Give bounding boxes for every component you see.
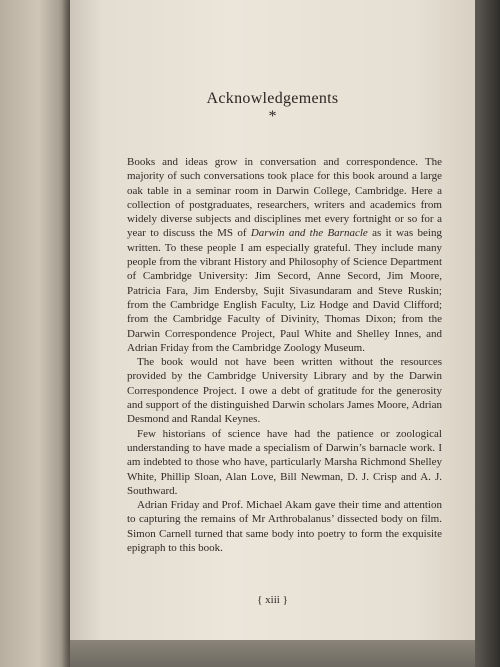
- book-title-italic: Darwin and the Barnacle: [250, 227, 368, 240]
- page-title: Acknowledgements: [206, 90, 339, 107]
- background-bottom: [70, 640, 475, 667]
- left-page-edge: [0, 0, 70, 667]
- paragraph-3: Few historians of science have had the patience or zoological understanding to have made a specialism of Darwin’s barnacle work. I am indebted to those who have, particularly Marsha Richmond Shelley White, Phillip Sloan, Alan Love, Bill Newman, D. J. Crisp and A. J. Southward.: [127, 427, 442, 497]
- page-number: { xiii }: [257, 594, 288, 606]
- paragraph-2: The book would not have been written without the resources provided by the Cambridge University Library and by the Darwin Correspondence Project. I owe a debt of gratitude for the generosity and support of the distinguished Darwin scholars James Moore, Adrian Desmond and Randal Keynes.: [127, 356, 442, 426]
- paragraph-4: Adrian Friday and Prof. Michael Akam gave their time and attention to capturing the remains of Mr Arthrobalanus’ dissected body on film. Simon Carnell turned that same body into poetry to form the exquisite epigraph to this book.: [127, 499, 442, 555]
- paragraph-1: Books and ideas grow in conversation and correspondence. The majority of such conversations took place for this book around a large oak table in a seminar room in Darwin College, Cambridge. Here a collection of postgraduates, researchers, writers and academics from widely diverse subjects and disciplines met every fortnight or so for a year to discuss the MS of Darwin and the Barnacle as it was being written. To these people I am especially grateful. They include many people from the vibrant History and Philosophy of Science Department of Cambridge University: Jim Secord, Anne Secord, Jim Moore, Patricia Fara, Jim Endersby, Sujit Sivasundaram and Steve Ruskin; from the Cambridge English Faculty, Liz Hodge and David Clifford; from the Cambridge Faculty of Divinity, Thomas Dixon; from the Darwin Correspondence Project, Paul White and Shelley Innes, and Adrian Friday from the Cambridge Zoology Museum.: [127, 156, 442, 354]
- background-right: [475, 0, 500, 667]
- ornament-asterisk: *: [268, 108, 277, 125]
- acknowledgements-body: [127, 155, 442, 555]
